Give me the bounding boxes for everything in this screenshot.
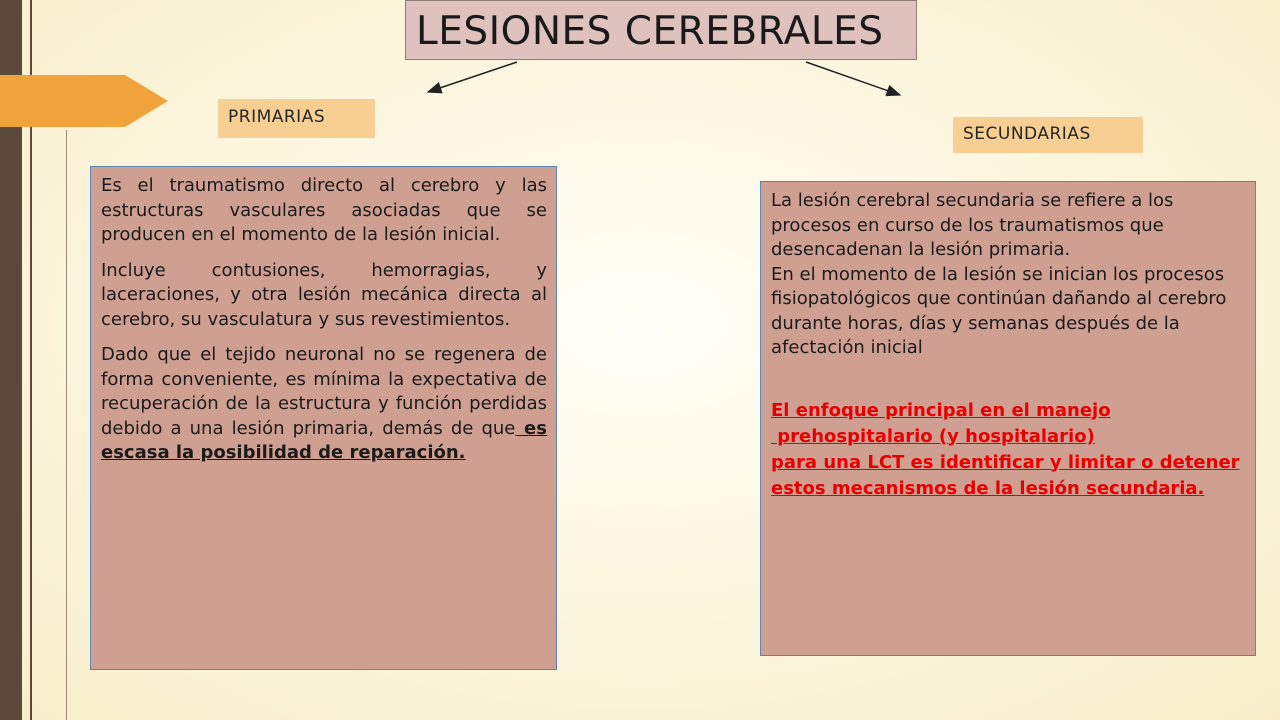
secundarias-highlight-line-2: prehospitalario (y hospitalario) (771, 425, 1095, 447)
primarias-panel (90, 166, 557, 670)
primarias-paragraph-3 (101, 343, 547, 466)
primarias-paragraph-2: Incluye contusiones, hemorragias, y laceraciones, y otra lesión mecánica directa al cerebro, su vasculatura y sus revestimientos. (101, 259, 547, 330)
secundarias-panel (760, 181, 1256, 656)
accent-arrow-shape (0, 75, 168, 127)
decorative-line (66, 130, 67, 720)
primarias-emphasis: es escasa la posibilidad de reparación. (101, 417, 547, 463)
title-box (405, 0, 917, 60)
arrow-to-secundarias (806, 62, 900, 95)
secundarias-paragraph-2: En el momento de la lesión se inician los procesos fisiopatológicos que continúan dañando al cerebro durante horas, días y semanas después de la afectación inicial (771, 263, 1227, 358)
arrow-to-primarias (428, 62, 517, 92)
secundarias-highlight (771, 398, 1245, 502)
secundarias-label: SECUNDARIAS (953, 117, 1143, 153)
slide-title: LESIONES CEREBRALES (416, 9, 884, 54)
secundarias-paragraph-1: La lesión cerebral secundaria se refiere a los procesos en curso de los traumatismos que desencadenan la lesión primaria. (771, 190, 1174, 260)
primarias-paragraph-3-text: Dado que el tejido neuronal no se regenera de forma conveniente, es mínima la expectativa de recuperación de la estructura y función perdidas debido a una lesión primaria, demás de que (101, 344, 547, 439)
secundarias-highlight-line-1: El enfoque principal en el manejo (771, 399, 1111, 421)
secundarias-highlight-line-3: para una LCT es identificar y limitar o detener estos mecanismos de la lesión secundaria. (771, 451, 1240, 499)
primarias-label: PRIMARIAS (218, 99, 375, 138)
primarias-paragraph-1: Es el traumatismo directo al cerebro y las estructuras vasculares asociadas que se producen en el momento de la lesión inicial. (101, 175, 547, 245)
